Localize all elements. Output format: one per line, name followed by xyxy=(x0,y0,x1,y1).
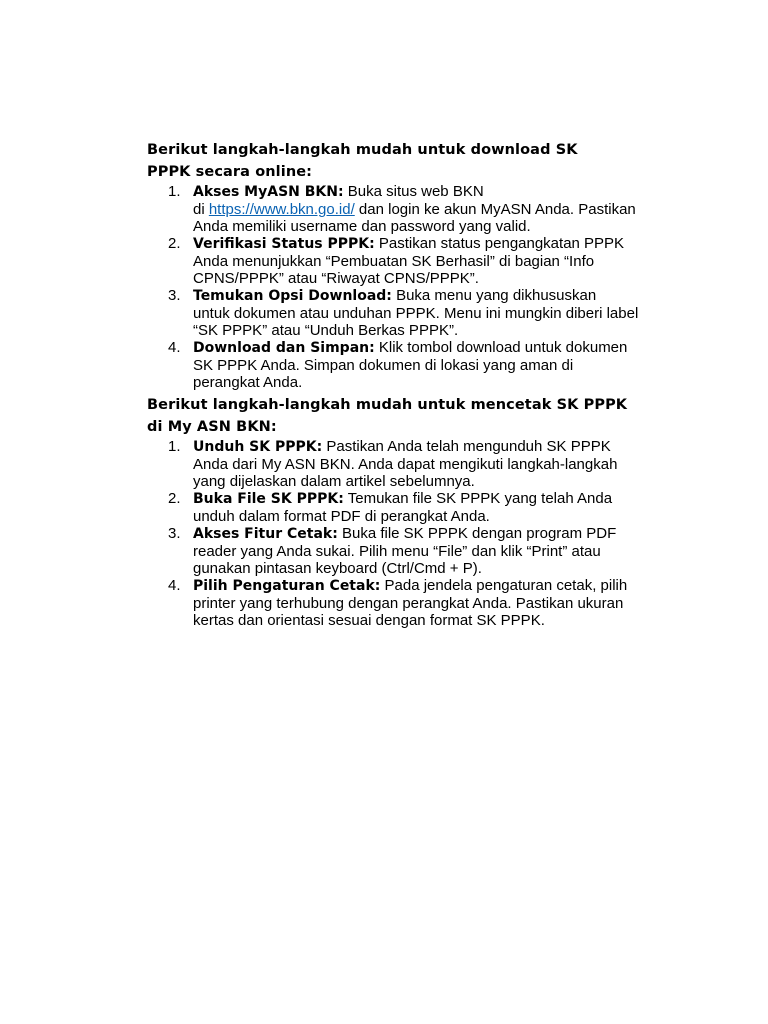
step-term: Verifikasi Status PPPK: xyxy=(193,236,375,252)
step-text: unduh dalam format PDF di perangkat Anda. xyxy=(193,508,490,525)
step-text: kertas dan orientasi sesuai dengan format SK PPPK. xyxy=(193,612,545,629)
list-item xyxy=(147,287,667,339)
step-text: dan login ke akun MyASN Anda. Pastikan xyxy=(354,201,636,218)
list-number: 4. xyxy=(168,339,181,356)
step-text: Buka menu yang dikhususkan xyxy=(391,287,597,304)
bkn-website-link[interactable]: https://www.bkn.go.id/ xyxy=(208,201,355,218)
step-text: Buka situs web BKN xyxy=(343,183,484,200)
heading-line: Berikut langkah-langkah mudah untuk mencetak SK PPPK xyxy=(147,397,628,413)
step-text: Temukan file SK PPPK yang telah Anda xyxy=(343,490,613,507)
step-text: gunakan pintasan keyboard (Ctrl/Cmd + P). xyxy=(193,560,482,577)
list-number: 4. xyxy=(168,577,181,594)
section-heading-download xyxy=(147,139,667,183)
step-term: Temukan Opsi Download: xyxy=(193,288,392,304)
step-text: untuk dokumen atau unduhan PPPK. Menu ini mungkin diberi label xyxy=(193,305,639,322)
list-item xyxy=(147,339,667,391)
step-term: Akses Fitur Cetak: xyxy=(193,526,338,542)
list-item xyxy=(147,235,667,287)
list-item xyxy=(147,438,667,490)
step-text: perangkat Anda. xyxy=(193,374,303,391)
step-term: Buka File SK PPPK: xyxy=(193,491,344,507)
step-text: Pada jendela pengaturan cetak, pilih xyxy=(380,577,628,594)
step-text: Pastikan Anda telah mengunduh SK PPPK xyxy=(322,438,611,455)
list-number: 1. xyxy=(168,183,181,200)
step-text: yang dijelaskan dalam artikel sebelumnya. xyxy=(193,473,475,490)
download-steps-list xyxy=(147,183,667,391)
list-number: 2. xyxy=(168,490,181,507)
step-text: reader yang Anda sukai. Pilih menu “File” dan klik “Print” atau xyxy=(193,543,601,560)
step-text: Anda dari My ASN BKN. Anda dapat mengikuti langkah-langkah xyxy=(193,456,618,473)
step-text: di xyxy=(193,201,209,218)
document-content xyxy=(147,139,667,632)
list-number: 3. xyxy=(168,525,181,542)
list-item xyxy=(147,490,667,525)
step-term: Akses MyASN BKN: xyxy=(193,184,344,200)
list-item xyxy=(147,525,667,577)
step-text: Buka file SK PPPK dengan program PDF xyxy=(337,525,617,542)
step-term: Pilih Pengaturan Cetak: xyxy=(193,578,381,594)
heading-line: Berikut langkah-langkah mudah untuk download SK xyxy=(147,142,578,158)
step-text: “SK PPPK” atau “Unduh Berkas PPPK”. xyxy=(193,322,459,339)
heading-line: PPPK secara online: xyxy=(147,164,313,180)
step-text: Klik tombol download untuk dokumen xyxy=(374,339,628,356)
list-item xyxy=(147,577,667,629)
list-number: 2. xyxy=(168,235,181,252)
step-text: Anda menunjukkan “Pembuatan SK Berhasil” di bagian “Info xyxy=(193,253,595,270)
list-item xyxy=(147,183,667,235)
step-text: Anda memiliki username dan password yang valid. xyxy=(193,218,531,235)
list-number: 3. xyxy=(168,287,181,304)
step-text: printer yang terhubung dengan perangkat Anda. Pastikan ukuran xyxy=(193,595,624,612)
heading-line: di My ASN BKN: xyxy=(147,419,277,435)
step-text: SK PPPK Anda. Simpan dokumen di lokasi yang aman di xyxy=(193,357,574,374)
step-term: Download dan Simpan: xyxy=(193,340,375,356)
step-text: CPNS/PPPK” atau “Riwayat CPNS/PPPK”. xyxy=(193,270,479,287)
step-text: Pastikan status pengangkatan PPPK xyxy=(374,235,625,252)
section-heading-print xyxy=(147,394,667,438)
step-term: Unduh SK PPPK: xyxy=(193,439,323,455)
list-number: 1. xyxy=(168,438,181,455)
print-steps-list xyxy=(147,438,667,629)
